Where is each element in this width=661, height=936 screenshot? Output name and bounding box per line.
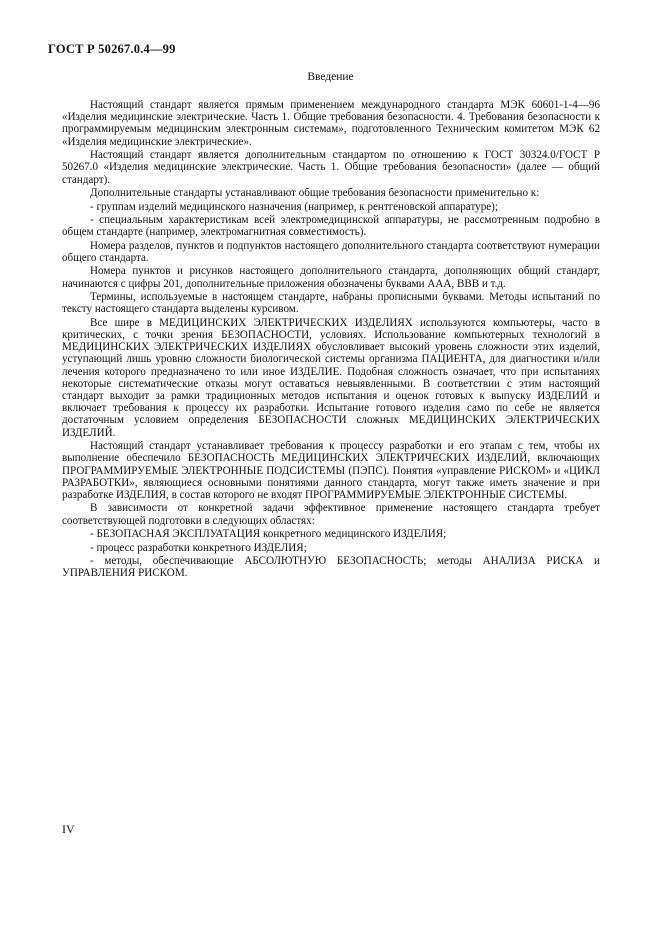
paragraph: Номера пунктов и рисунков настоящего дополнительного стандарта, дополняющих общий стандарт, начинаются с цифры 201, дополнительные приложения обозначены буквами ААА, ВВВ и т.д. <box>62 265 600 290</box>
paragraph: Настоящий стандарт устанавливает требования к процессу разработки и его этапам с тем, чтобы их выполнение обеспечило БЕЗОПАСНОСТЬ МЕДИЦИНСКИХ ЭЛЕКТРИЧЕСКИХ ИЗДЕЛИЙ, включающих ПРОГРАММИРУЕМЫЕ ЭЛЕКТРОННЫЕ ПОДСИСТЕМЫ (ПЭПС). Понятия «управление РИСКОМ» и «ЦИКЛ РАЗРАБОТКИ», являющиеся основными понятиями данного стандарта, могут также иметь значение и при разработке ИЗДЕЛИЯ, в состав которого не входят ПРОГРАММИРУЕМЫЕ ЭЛЕКТРОННЫЕ СИСТЕМЫ. <box>62 440 600 501</box>
list-item: - БЕЗОПАСНАЯ ЭКСПЛУАТАЦИЯ конкретного медицинского ИЗДЕЛИЯ; <box>90 528 447 541</box>
list-item: - методы, обеспечивающие АБСОЛЮТНУЮ БЕЗОПАСНОСТЬ; методы АНАЛИЗА РИСКА и УПРАВЛЕНИЯ РИСКОМ. <box>62 555 600 580</box>
list-item: - группам изделий медицинского назначения (например, к рентгеновской аппаратуре); <box>90 200 498 213</box>
paragraph: Настоящий стандарт является дополнительным стандартом по отношению к ГОСТ 30324.0/ГОСТ Р 50267.0 «Изделия медицинские электрические. Часть 1. Общие требования безопасности» (далее — общий стандарт). <box>62 149 600 186</box>
document-body <box>62 99 600 581</box>
list-item: - специальным характеристикам всей электромедицинской аппаратуры, не рассмотренным подробно в общем стандарте (например, электромагнитная совместимость). <box>62 214 600 239</box>
section-title: Введение <box>307 71 354 83</box>
paragraph: В зависимости от конкретной задачи эффективное применение настоящего стандарта требует соответствующей подготовки в следующих областях: <box>62 502 600 527</box>
paragraph: Настоящий стандарт является прямым применением международного стандарта МЭК 60601-1-4—96 «Изделия медицинские электрические. Часть 1. Общие требования безопасности. 4. Требования безопасности к программируемым медицинским электронным системам», подготовленного Техническим комитетом МЭК 62 «Изделия медицинские электрические». <box>62 99 600 148</box>
paragraph: Все шире в МЕДИЦИНСКИХ ЭЛЕКТРИЧЕСКИХ ИЗДЕЛИЯХ используются компьютеры, часто в критических, с точки зрения БЕЗОПАСНОСТИ, условиях. Использование компьютерных технологий в МЕДИЦИНСКИХ ЭЛЕКТРИЧЕСКИХ ИЗДЕЛИЯХ обусловливает высокий уровень сложности этих изделий, уступающий лишь уровню сложности биологической системы организма ПАЦИЕНТА, для диагностики и/или лечения которого предназначено то или иное ИЗДЕЛИЕ. Подобная сложность означает, что при испытаниях некоторые систематические отказы могут оставаться невыявленными. В соответствии с этим настоящий стандарт выходит за рамки традиционных методов испытания и оценок готовых к выпуску ИЗДЕЛИЙ и включает требования к процессу их разработки. Испытание готового изделия само по себе не является достаточным условием определения БЕЗОПАСНОСТИ сложных МЕДИЦИНСКИХ ЭЛЕКТРИЧЕСКИХ ИЗДЕЛИЙ. <box>62 316 600 439</box>
paragraph: Дополнительные стандарты устанавливают общие требования безопасности применительно к: <box>90 187 540 200</box>
paragraph: Номера разделов, пунктов и подпунктов настоящего дополнительного стандарта соответствуют нумерации общего стандарта. <box>62 239 600 264</box>
paragraph: Термины, используемые в настоящем стандарте, набраны прописными буквами. Методы испытаний по тексту настоящего стандарта выделены курсивом. <box>62 291 600 316</box>
list-item: - процесс разработки конкретного ИЗДЕЛИЯ; <box>90 541 307 554</box>
page-number: IV <box>62 822 75 836</box>
page-header: ГОСТ Р 50267.0.4—99 <box>48 42 176 56</box>
